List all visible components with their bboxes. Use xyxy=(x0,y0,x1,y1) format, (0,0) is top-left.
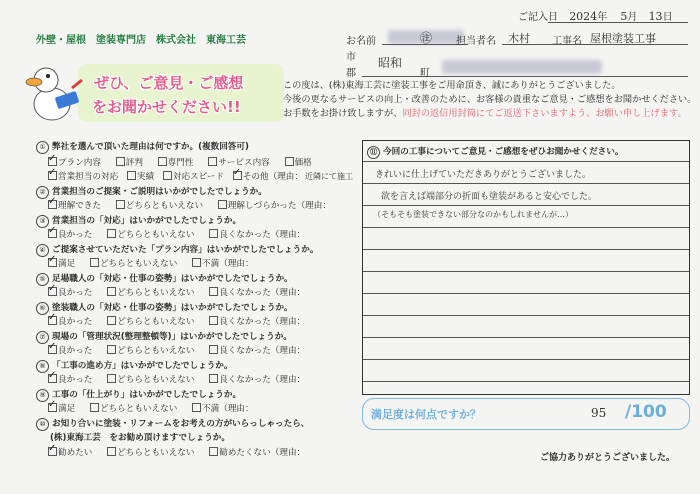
ruled-line xyxy=(363,381,689,382)
q10-options xyxy=(48,446,317,458)
checkbox[interactable] xyxy=(107,229,116,238)
staff-underline xyxy=(502,44,688,45)
checkbox[interactable] xyxy=(48,171,57,180)
q10-text: お知り合いに塗装・リフォームをお考えの方がいらっしゃったら、 xyxy=(52,419,310,429)
opt-label: どちらともいえない xyxy=(125,201,204,211)
opt-label: どちらともいえない xyxy=(117,288,195,298)
address-underline xyxy=(362,76,688,77)
q7-text: 現場の「管理状況(整理整頓等)」はいかがでしたでしょうか。 xyxy=(52,332,292,342)
q5-options xyxy=(48,286,317,298)
checkbox[interactable] xyxy=(48,200,57,209)
opt-label: 良かった xyxy=(58,317,93,327)
checkbox[interactable] xyxy=(116,157,125,166)
q9-number: ⑨ xyxy=(36,389,49,402)
intro-line3-a: お手数をお掛け致しますが、 xyxy=(283,108,403,119)
comment-box xyxy=(362,140,690,395)
q8-text: 「工事の進め方」はいかがでしたでしょうか。 xyxy=(52,361,233,371)
score-max-value: 100 xyxy=(631,402,667,422)
opt-label: 良かった xyxy=(58,375,93,385)
question-list xyxy=(36,140,358,470)
q4-number: ④ xyxy=(36,244,49,257)
q6-options xyxy=(48,315,317,327)
name-label: お名前 xyxy=(346,36,376,47)
date-underline xyxy=(548,22,688,23)
opt-label: 良かった xyxy=(58,230,93,240)
intro-line3 xyxy=(283,107,696,121)
q3-options xyxy=(48,228,317,240)
question-10 xyxy=(36,417,309,431)
checkbox[interactable] xyxy=(208,157,217,166)
opt-label: 理解できた xyxy=(58,201,101,211)
q8-options xyxy=(48,373,317,385)
opt-label: どちらともいえない xyxy=(99,259,178,269)
opt-label: どちらともいえない xyxy=(117,448,195,458)
day-unit: 日 xyxy=(662,12,673,23)
opt-label: 不満（理由： xyxy=(202,259,254,269)
intro-line3-b: 同封の返信用封筒にてご返送下さいますよう、お願い申し上げます。 xyxy=(402,108,687,119)
q5-number: ⑤ xyxy=(36,273,49,286)
q11-title xyxy=(367,145,623,159)
opt-label: 良かった xyxy=(58,346,93,356)
banner-line1: ぜひ、ご意見・ご感想 xyxy=(94,74,244,92)
checkbox[interactable] xyxy=(285,157,294,166)
checkbox[interactable] xyxy=(48,447,57,456)
q6-text: 塗装職人の「対応・仕事の姿勢」はいかがでしたでしょうか。 xyxy=(52,303,293,313)
promo-banner xyxy=(22,58,284,124)
opt-label: どちらともいえない xyxy=(117,230,195,240)
comment-line-3: （そもそも塗装できない部分なのかもしれませんが…） xyxy=(373,210,573,219)
staff-label: 担当者名 xyxy=(456,36,496,47)
question-9 xyxy=(36,388,241,402)
staff-value: 木村 xyxy=(508,32,530,45)
checkbox[interactable] xyxy=(209,345,218,354)
q1-other-note: 近隣にて施工 xyxy=(304,172,353,181)
q6-number: ⑥ xyxy=(36,302,49,315)
checkbox[interactable] xyxy=(107,316,116,325)
date-year: 2024 xyxy=(569,10,598,23)
checkbox[interactable] xyxy=(192,258,201,267)
date-line xyxy=(518,8,673,23)
comment-line-2: 欲を言えば端部分の折面も塗装があると安心でした。 xyxy=(381,192,598,202)
q8-number: ⑧ xyxy=(36,360,49,373)
opt-label: 良くなかった（理由： xyxy=(219,346,306,356)
opt-label: どちらともいえない xyxy=(117,375,195,385)
q7-options xyxy=(48,344,317,356)
q1-opt-speed: 対応スピード xyxy=(172,172,225,182)
opt-label: 良くなかった（理由： xyxy=(219,375,306,385)
checkbox[interactable] xyxy=(107,345,116,354)
q4-options xyxy=(48,257,266,269)
ruled-line xyxy=(363,293,689,294)
q1-opt-plan: プラン内容 xyxy=(58,158,101,168)
ruled-line xyxy=(363,183,689,184)
checkbox[interactable] xyxy=(192,403,201,412)
checkbox[interactable] xyxy=(48,229,57,238)
ruled-line xyxy=(363,315,689,316)
q10-text-line2: (株)東海工芸 をお勧め頂けますでしょうか。 xyxy=(50,433,230,443)
satisfaction-score xyxy=(362,398,690,430)
opt-label: 勧めたくない（理由： xyxy=(219,448,306,458)
ruled-line xyxy=(363,161,689,162)
question-2 xyxy=(36,185,267,199)
checkbox[interactable] xyxy=(209,447,218,456)
date-label: ご記入日 xyxy=(518,12,558,23)
opt-label: どちらともいえない xyxy=(117,346,195,356)
q11-text: 今回の工事についてご意見・ご感想をぜひお聞かせください。 xyxy=(383,147,624,157)
checkbox[interactable] xyxy=(163,171,172,180)
score-label: 満足度は何点ですか？ xyxy=(371,408,481,421)
opt-label: 良くなかった（理由： xyxy=(219,317,306,327)
checkbox[interactable] xyxy=(209,287,218,296)
q1-options-row2 xyxy=(48,170,353,182)
checkbox[interactable] xyxy=(209,374,218,383)
opt-label: どちらともいえない xyxy=(117,317,195,327)
score-slash: / xyxy=(625,402,632,422)
ruled-line xyxy=(363,337,689,338)
checkbox[interactable] xyxy=(48,403,57,412)
checkbox[interactable] xyxy=(158,157,167,166)
opt-label: 良かった xyxy=(58,288,93,298)
checkbox[interactable] xyxy=(218,200,227,209)
q9-text: 工事の「仕上がり」はいかがでしたでしょうか。 xyxy=(52,390,242,400)
customer-fields xyxy=(342,32,692,84)
q2-text: 営業担当のご提案・ご説明はいかがでしたでしょうか。 xyxy=(52,187,267,197)
score-max xyxy=(625,402,667,422)
checkbox[interactable] xyxy=(107,287,116,296)
q10-number: ⑩ xyxy=(36,418,49,431)
thanks-text: ご協力ありがとうございました。 xyxy=(540,453,676,463)
q1-opt-record: 実績 xyxy=(136,172,155,182)
q5-text: 足場職人の「対応・仕事の姿勢」はいかがでしたでしょうか。 xyxy=(52,274,293,284)
town-label: 町 xyxy=(420,68,430,79)
question-10-line2 xyxy=(50,431,230,443)
banner-line2: をお聞かせください!! xyxy=(92,98,241,116)
q1-opt-service: サービス内容 xyxy=(218,158,270,168)
checkbox[interactable] xyxy=(48,374,57,383)
q3-number: ③ xyxy=(36,215,49,228)
checkbox[interactable] xyxy=(90,258,99,267)
honorific-mark: ㊟ xyxy=(420,31,433,45)
city-label: 市 xyxy=(346,52,356,63)
q1-opt-expertise: 専門性 xyxy=(167,158,194,168)
work-value: 屋根塗装工事 xyxy=(590,32,656,45)
intro-line2: 今後の更なるサービスの向上・改善のために、お客様の貴重なご意見・ご感想をお聞かせください。 xyxy=(283,94,697,105)
opt-label: 良くなかった（理由： xyxy=(219,230,306,240)
question-8 xyxy=(36,359,232,373)
question-4 xyxy=(36,243,318,257)
checkbox[interactable] xyxy=(127,171,136,180)
checkbox[interactable] xyxy=(48,345,57,354)
opt-label: 理解しづらかった（理由： xyxy=(227,201,331,211)
date-day: 13 xyxy=(648,10,663,23)
checkbox[interactable] xyxy=(209,229,218,238)
checkbox[interactable] xyxy=(107,374,116,383)
opt-label: どちらともいえない xyxy=(99,404,178,414)
question-1 xyxy=(36,140,249,154)
q3-text: 営業担当の「対応」はいかがでしたでしょうか。 xyxy=(52,216,242,226)
q2-options xyxy=(48,199,343,211)
intro-line1: この度は、(株)東海工芸に塗装工事をご用命頂き、誠にありがとうございました。 xyxy=(283,80,621,91)
address-redacted xyxy=(442,60,602,74)
q1-opt-price: 価格 xyxy=(294,158,312,168)
opt-label: 勧めたい xyxy=(58,448,93,458)
opt-label: 良くなかった（理由： xyxy=(219,288,306,298)
q1-number: ① xyxy=(36,141,49,154)
question-5 xyxy=(36,272,293,286)
q4-text: ご提案させていただいた「プラン内容」はいかがでしたでしょうか。 xyxy=(52,245,319,255)
q1-opt-sales: 営業担当の対応 xyxy=(58,172,119,182)
q7-number: ⑦ xyxy=(36,331,49,344)
ruled-line xyxy=(363,227,689,228)
opt-label: 満足 xyxy=(58,404,76,414)
ruled-line xyxy=(363,359,689,360)
work-label: 工事名 xyxy=(552,36,582,47)
checkbox[interactable] xyxy=(209,316,218,325)
duck-mascot-icon xyxy=(22,60,86,124)
opt-label: 満足 xyxy=(58,259,76,269)
checkbox[interactable] xyxy=(48,316,57,325)
q9-options xyxy=(48,402,266,414)
q2-number: ② xyxy=(36,186,49,199)
checkbox[interactable] xyxy=(107,447,116,456)
intro-text xyxy=(283,79,696,121)
opt-label: 不満（理由： xyxy=(202,404,254,414)
date-month: 5 xyxy=(620,10,628,23)
city-value: 昭和 xyxy=(378,56,403,70)
checkbox[interactable] xyxy=(116,200,125,209)
comment-line-1: きれいに仕上げていただきありがとうございました。 xyxy=(375,170,592,180)
year-unit: 年 xyxy=(597,12,608,23)
q1-opt-reputation: 評判 xyxy=(125,158,143,168)
question-6 xyxy=(36,301,293,315)
checkbox[interactable] xyxy=(48,258,57,267)
county-label: 郡 xyxy=(346,68,356,79)
q1-text: 弊社を選んで頂いた理由は何ですか。(複数回答可) xyxy=(52,142,249,152)
q1-options-row1 xyxy=(48,156,324,168)
checkbox[interactable] xyxy=(90,403,99,412)
ruled-line xyxy=(363,205,689,206)
company-name: 外壁・屋根 塗装専門店 株式会社 東海工芸 xyxy=(36,35,246,46)
ruled-line xyxy=(363,249,689,250)
month-unit: 月 xyxy=(627,12,638,23)
question-3 xyxy=(36,214,241,228)
checkbox[interactable] xyxy=(233,171,242,180)
question-7 xyxy=(36,330,292,344)
checkbox[interactable] xyxy=(48,157,57,166)
checkbox[interactable] xyxy=(48,287,57,296)
score-value: 95 xyxy=(591,406,607,420)
q11-number: ⑪ xyxy=(367,146,380,159)
ruled-line xyxy=(363,271,689,272)
q1-opt-other: その他（理由： xyxy=(242,172,303,182)
